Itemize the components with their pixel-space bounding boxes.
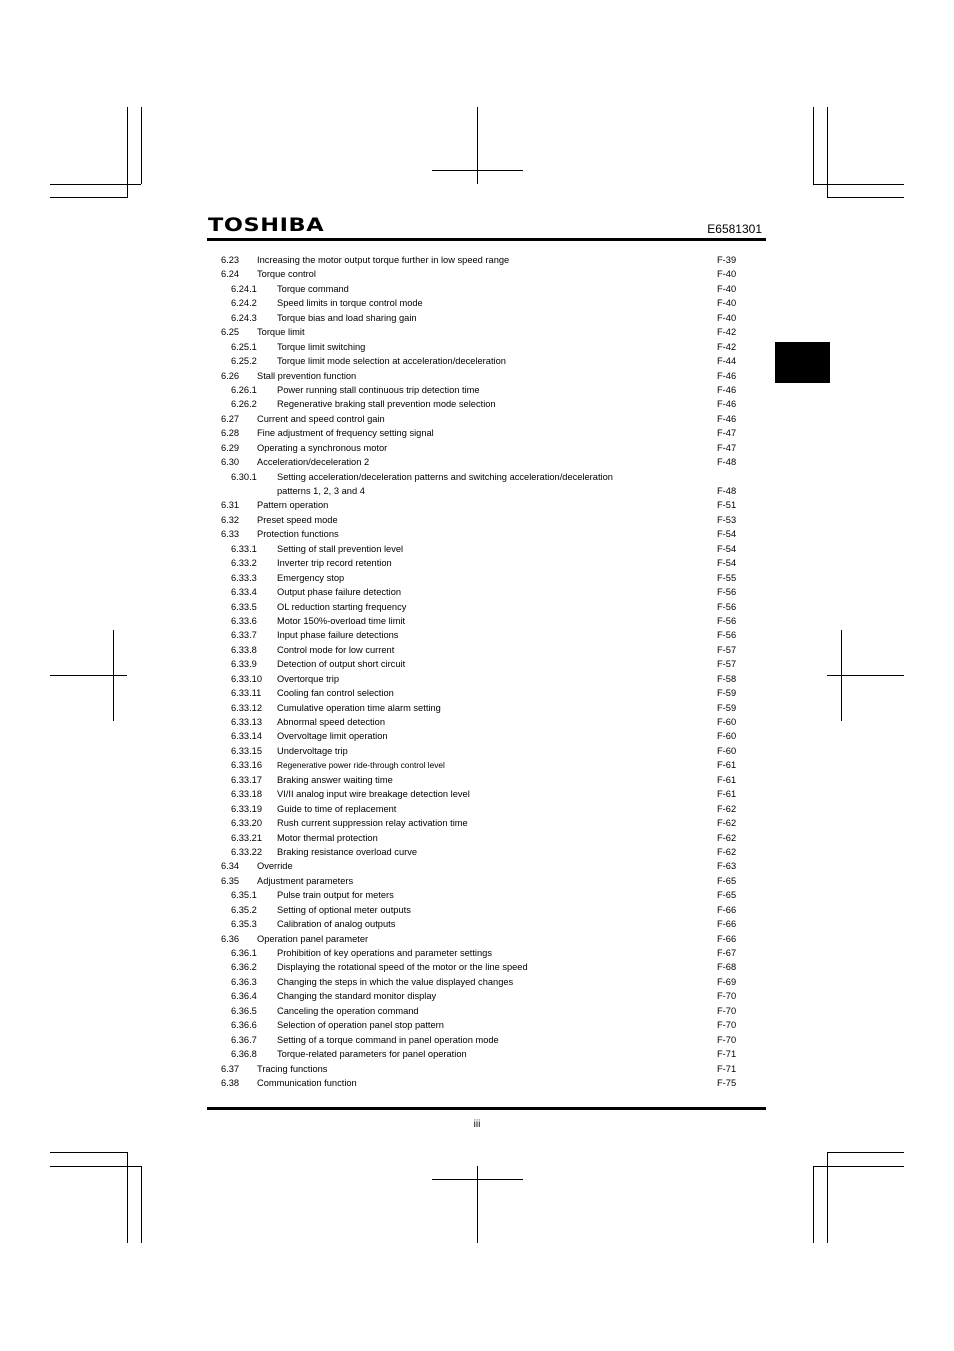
toc-entry [0, 672, 954, 686]
toc-entry-page: F-47 [717, 428, 737, 439]
toc-entry [0, 441, 954, 455]
toc-entry-page: F-62 [717, 846, 737, 857]
toc-entry-title: Pattern operation [257, 500, 329, 511]
toc-entry-title: Operating a synchronous motor [257, 442, 388, 453]
toc-entry [0, 816, 954, 830]
toc-entry-title: Overtorque trip [277, 673, 340, 684]
toc-entry-title: Pulse train output for meters [277, 890, 394, 901]
toc-entry-page: F-51 [717, 500, 737, 511]
toc-entry-number: 6.33 [221, 529, 240, 540]
toc-entry [0, 831, 954, 845]
toc-entry-number: 6.33.16 [231, 760, 263, 771]
toc-entry-number: 6.33.12 [231, 702, 263, 713]
toc-entry-page: F-75 [717, 1077, 737, 1088]
toc-entry-number: 6.33.11 [231, 688, 262, 699]
toc-entry-page: F-42 [717, 327, 737, 338]
toc-entry-title: Setting acceleration/deceleration patterns and switching acceleration/deceleration [277, 471, 613, 482]
toc-entry-page: F-69 [717, 976, 737, 987]
toc-entry-page: F-44 [717, 356, 737, 367]
toc-entry [0, 354, 954, 368]
toc-entry-title: Detection of output short circuit [277, 659, 406, 670]
toc-entry-number: 6.36.4 [231, 991, 257, 1002]
toc-entry-page: F-58 [717, 673, 737, 684]
toc-entry-title: Motor 150%-overload time limit [277, 615, 406, 626]
toc-entry-number: 6.33.21 [231, 832, 263, 843]
toc-entry-number: 6.36.6 [231, 1020, 257, 1031]
toc-entry [0, 383, 954, 397]
toc-entry-title: Increasing the motor output torque further in low speed range [257, 255, 510, 265]
toc-entry [0, 657, 954, 671]
toc-entry-number: 6.30.1 [231, 471, 257, 482]
toc-entry-number: 6.33.13 [231, 717, 263, 727]
toc-entry [0, 903, 954, 917]
toc-entry-title: Canceling the operation command [277, 1005, 419, 1016]
toc-entry-page: F-47 [717, 442, 737, 453]
toc-entry [0, 975, 954, 989]
toc-entry-page: F-48 [717, 457, 737, 468]
toc-entry-title: Acceleration/deceleration 2 [257, 457, 370, 468]
toc-entry [0, 412, 954, 426]
toc-entry-title: Braking answer waiting time [277, 774, 393, 785]
toc-entry [0, 340, 954, 354]
toc-entry-number: 6.33.22 [231, 846, 263, 857]
toc-entry [0, 1004, 954, 1018]
toc-entry-title: Calibration of analog outputs [277, 919, 396, 930]
toc-entry-number: 6.36.7 [231, 1034, 257, 1045]
toc-entry [0, 859, 954, 873]
toc-entry [0, 282, 954, 296]
toc-entry [0, 1062, 954, 1076]
toc-entry-title: Override [257, 861, 293, 872]
toc-entry-number: 6.35.3 [231, 919, 257, 930]
toc-entry [0, 960, 954, 974]
toc-entry-page: F-56 [717, 587, 737, 598]
toc-entry-number: 6.33.8 [231, 644, 257, 655]
toc-entry-title: Regenerative power ride-through control level [277, 760, 445, 771]
toc-entry-title: Current and speed control gain [257, 413, 385, 424]
toc-entry-number: 6.28 [221, 428, 240, 439]
toc-entry [0, 542, 954, 556]
toc-entry [0, 296, 954, 310]
toc-entry [0, 571, 954, 585]
toc-entry-page: F-54 [717, 558, 737, 569]
toc-entry-page: F-62 [717, 818, 737, 829]
toc-entry-title: Cumulative operation time alarm setting [277, 702, 441, 713]
toc-entry-number: 6.26.2 [231, 399, 257, 410]
toc-entry-title: Torque command [277, 283, 349, 294]
page-number: iii [473, 1119, 481, 1130]
toc-entry [0, 426, 954, 440]
toc-entry-title: Speed limits in torque control mode [277, 298, 423, 309]
toc-entry-page: F-53 [717, 514, 737, 525]
toc-entry [0, 946, 954, 960]
toc-entry-number: 6.35 [221, 875, 240, 886]
toc-entry-page: F-56 [717, 630, 737, 641]
toc-entry-page: F-54 [717, 543, 737, 554]
toc-entry-page: F-46 [717, 413, 737, 424]
toc-entry-page: F-62 [717, 832, 737, 843]
toc-entry [0, 1033, 954, 1047]
toc-entry-page: F-40 [717, 312, 737, 323]
toc-entry-page: F-57 [717, 659, 737, 670]
toc-entry [0, 556, 954, 570]
toc-entry-title: Changing the standard monitor display [277, 991, 437, 1002]
table-of-contents [0, 253, 954, 1090]
toc-entry-page: F-70 [717, 1020, 737, 1031]
toc-entry-title: Output phase failure detection [277, 587, 402, 598]
toc-entry-title: VI/II analog input wire breakage detection level [277, 789, 470, 800]
toc-entry [0, 989, 954, 1003]
toc-entry-number: 6.25.2 [231, 356, 257, 367]
toc-entry-page: F-66 [717, 933, 737, 944]
toc-entry-title: Selection of operation panel stop pattern [277, 1020, 444, 1031]
toc-entry-page: F-70 [717, 1005, 737, 1016]
toc-entry-page: F-61 [717, 774, 737, 785]
toc-entry-title: Displaying the rotational speed of the motor or the line speed [277, 962, 528, 973]
toc-entry-title: Overvoltage limit operation [277, 731, 388, 742]
toc-entry-title: Guide to time of replacement [277, 803, 397, 814]
toc-entry-title: Preset speed mode [257, 514, 338, 525]
toc-entry-title: Changing the steps in which the value displayed changes [277, 976, 514, 987]
toc-entry-title: Communication function [257, 1077, 357, 1088]
toc-entry-title: Input phase failure detections [277, 630, 399, 641]
toc-entry-page: F-66 [717, 919, 737, 930]
toc-entry-number: 6.36 [221, 933, 240, 944]
toc-entry-page: F-42 [717, 341, 737, 352]
toc-entry-page: F-56 [717, 601, 737, 612]
toc-entry [0, 585, 954, 599]
toc-entry-number: 6.25 [221, 327, 240, 338]
toc-entry-number: 6.33.3 [231, 572, 257, 583]
toc-entry-title: Torque-related parameters for panel operation [277, 1049, 467, 1060]
toc-entry-number: 6.24 [221, 269, 240, 280]
toc-entry-title: Setting of stall prevention level [277, 543, 404, 554]
toc-entry-title: OL reduction starting frequency [277, 601, 407, 612]
toc-entry-number: 6.33.9 [231, 659, 257, 670]
toc-entry [0, 773, 954, 787]
toc-entry-title: Cooling fan control selection [277, 688, 394, 699]
toc-entry [0, 527, 954, 541]
toc-entry-number: 6.37 [221, 1063, 240, 1074]
toc-entry-title: Setting of optional meter outputs [277, 904, 411, 915]
toc-entry-page: F-48 [717, 486, 737, 496]
toc-entry [0, 600, 954, 614]
toc-entry-number: 6.24.2 [231, 298, 257, 309]
toc-entry [0, 715, 954, 729]
toc-entry-page: F-59 [717, 688, 737, 699]
toc-entry-page: F-68 [717, 962, 737, 973]
toc-entry-page: F-60 [717, 731, 737, 742]
toc-entry-number: 6.26.1 [231, 384, 257, 395]
toc-entry [0, 397, 954, 411]
toc-entry-page: F-57 [717, 644, 737, 655]
header-rule [207, 238, 766, 241]
toc-entry-page: F-46 [717, 384, 737, 395]
toc-entry-page: F-67 [717, 948, 737, 958]
toc-entry-title: Torque limit switching [277, 341, 366, 352]
toc-entry-page: F-61 [717, 789, 737, 800]
toc-entry [0, 701, 954, 715]
toc-entry-title: Abnormal speed detection [277, 717, 386, 727]
toc-entry-number: 6.38 [221, 1077, 240, 1088]
toc-entry-page: F-70 [717, 1034, 737, 1045]
toc-entry-number: 6.33.2 [231, 558, 257, 569]
toc-entry-number: 6.33.18 [231, 789, 263, 800]
toc-entry [0, 628, 954, 642]
toc-entry-number: 6.33.7 [231, 630, 257, 641]
toc-entry-page: F-40 [717, 283, 737, 294]
toc-entry-title: Torque control [257, 269, 316, 280]
toc-entry-title: Control mode for low current [277, 644, 395, 655]
toc-entry-number: 6.36.2 [231, 962, 257, 973]
toc-entry-title: Torque bias and load sharing gain [277, 312, 417, 323]
toc-entry-page: F-55 [717, 572, 737, 583]
toc-entry-title: Adjustment parameters [257, 875, 354, 886]
toc-entry-title: Braking resistance overload curve [277, 846, 418, 857]
toc-entry-page: F-46 [717, 370, 737, 381]
toc-entry-number: 6.31 [221, 500, 240, 511]
toc-entry-page: F-60 [717, 745, 737, 756]
toc-entry [0, 1018, 954, 1032]
toc-entry [0, 1076, 954, 1090]
toc-entry [0, 498, 954, 512]
toc-entry [0, 758, 954, 772]
toc-entry [0, 325, 954, 339]
toc-entry-page: F-63 [717, 861, 737, 872]
toc-entry [0, 787, 954, 801]
toc-entry-title: Torque limit mode selection at acceleration/deceleration [277, 356, 506, 367]
toc-entry-number: 6.33.15 [231, 745, 263, 756]
toc-entry-title: Torque limit [257, 327, 305, 338]
toc-entry-title: Tracing functions [257, 1063, 328, 1074]
toc-entry-number: 6.33.19 [231, 803, 263, 814]
toc-entry-page: F-39 [717, 255, 737, 265]
toc-entry [0, 369, 954, 383]
toc-entry-number: 6.36.1 [231, 948, 257, 958]
toc-entry-number: 6.34 [221, 861, 240, 872]
toc-entry-number: 6.23 [221, 255, 240, 265]
toc-entry [0, 729, 954, 743]
toc-entry [0, 484, 954, 498]
toc-entry-title: patterns 1, 2, 3 and 4 [277, 486, 365, 496]
toc-entry-title: Fine adjustment of frequency setting signal [257, 428, 434, 439]
toc-entry [0, 874, 954, 888]
toc-entry-number: 6.33.10 [231, 673, 263, 684]
toc-entry [0, 513, 954, 527]
toc-entry [0, 932, 954, 946]
toc-entry-number: 6.36.3 [231, 976, 257, 987]
toc-entry [0, 888, 954, 902]
toc-entry-page: F-40 [717, 298, 737, 309]
toc-entry-number: 6.36.5 [231, 1005, 257, 1016]
toc-entry-number: 6.27 [221, 413, 240, 424]
brand-logo: TOSHIBA [208, 214, 325, 236]
toc-entry-number: 6.33.20 [231, 818, 263, 829]
toc-entry-page: F-46 [717, 399, 737, 410]
toc-entry [0, 253, 954, 267]
toc-entry [0, 455, 954, 469]
toc-entry [0, 267, 954, 281]
toc-entry [0, 744, 954, 758]
toc-entry-page: F-65 [717, 875, 737, 886]
toc-entry-title: Undervoltage trip [277, 745, 348, 756]
toc-entry-page: F-66 [717, 904, 737, 915]
toc-entry [0, 470, 954, 484]
toc-entry-title: Inverter trip record retention [277, 558, 392, 569]
toc-entry-number: 6.33.1 [231, 543, 257, 554]
toc-entry-page: F-62 [717, 803, 737, 814]
toc-entry-number: 6.33.5 [231, 601, 257, 612]
toc-entry-number: 6.24.3 [231, 312, 257, 323]
toc-entry-page: F-71 [717, 1049, 737, 1060]
toc-entry-title: Prohibition of key operations and parameter settings [277, 948, 492, 958]
toc-entry-title: Regenerative braking stall prevention mode selection [277, 399, 496, 410]
toc-entry [0, 614, 954, 628]
toc-entry-number: 6.30 [221, 457, 240, 468]
toc-entry-number: 6.32 [221, 514, 240, 525]
toc-entry-title: Operation panel parameter [257, 933, 369, 944]
toc-entry-number: 6.33.14 [231, 731, 263, 742]
document-number: E6581301 [707, 222, 762, 236]
toc-entry [0, 686, 954, 700]
toc-entry-title: Power running stall continuous trip detection time [277, 384, 480, 395]
toc-entry-number: 6.26 [221, 370, 240, 381]
toc-entry-number: 6.33.6 [231, 615, 257, 626]
toc-entry-page: F-60 [717, 717, 737, 727]
toc-entry-title: Protection functions [257, 529, 339, 540]
toc-entry-page: F-56 [717, 615, 737, 626]
toc-entry [0, 802, 954, 816]
toc-entry-number: 6.33.4 [231, 587, 257, 598]
toc-entry-title: Motor thermal protection [277, 832, 378, 843]
toc-entry-page: F-54 [717, 529, 737, 540]
toc-entry-title: Emergency stop [277, 572, 345, 583]
toc-entry-page: F-61 [717, 760, 737, 771]
toc-entry-number: 6.35.2 [231, 904, 257, 915]
toc-entry-page: F-65 [717, 890, 737, 901]
toc-entry-page: F-70 [717, 991, 737, 1002]
toc-entry [0, 311, 954, 325]
toc-entry-page: F-59 [717, 702, 737, 713]
toc-entry [0, 845, 954, 859]
toc-entry-title: Setting of a torque command in panel operation mode [277, 1034, 499, 1045]
toc-entry-number: 6.25.1 [231, 341, 257, 352]
toc-entry-number: 6.24.1 [231, 283, 257, 294]
toc-entry-number: 6.33.17 [231, 774, 263, 785]
toc-entry [0, 643, 954, 657]
toc-entry-title: Stall prevention function [257, 370, 357, 381]
toc-entry-title: Rush current suppression relay activation time [277, 818, 468, 829]
toc-entry-page: F-40 [717, 269, 737, 280]
toc-entry [0, 1047, 954, 1061]
toc-entry-number: 6.36.8 [231, 1049, 257, 1060]
footer-rule [207, 1107, 766, 1110]
toc-entry-number: 6.29 [221, 442, 240, 453]
toc-entry-page: F-71 [717, 1063, 737, 1074]
toc-entry [0, 917, 954, 931]
toc-entry-number: 6.35.1 [231, 890, 257, 901]
